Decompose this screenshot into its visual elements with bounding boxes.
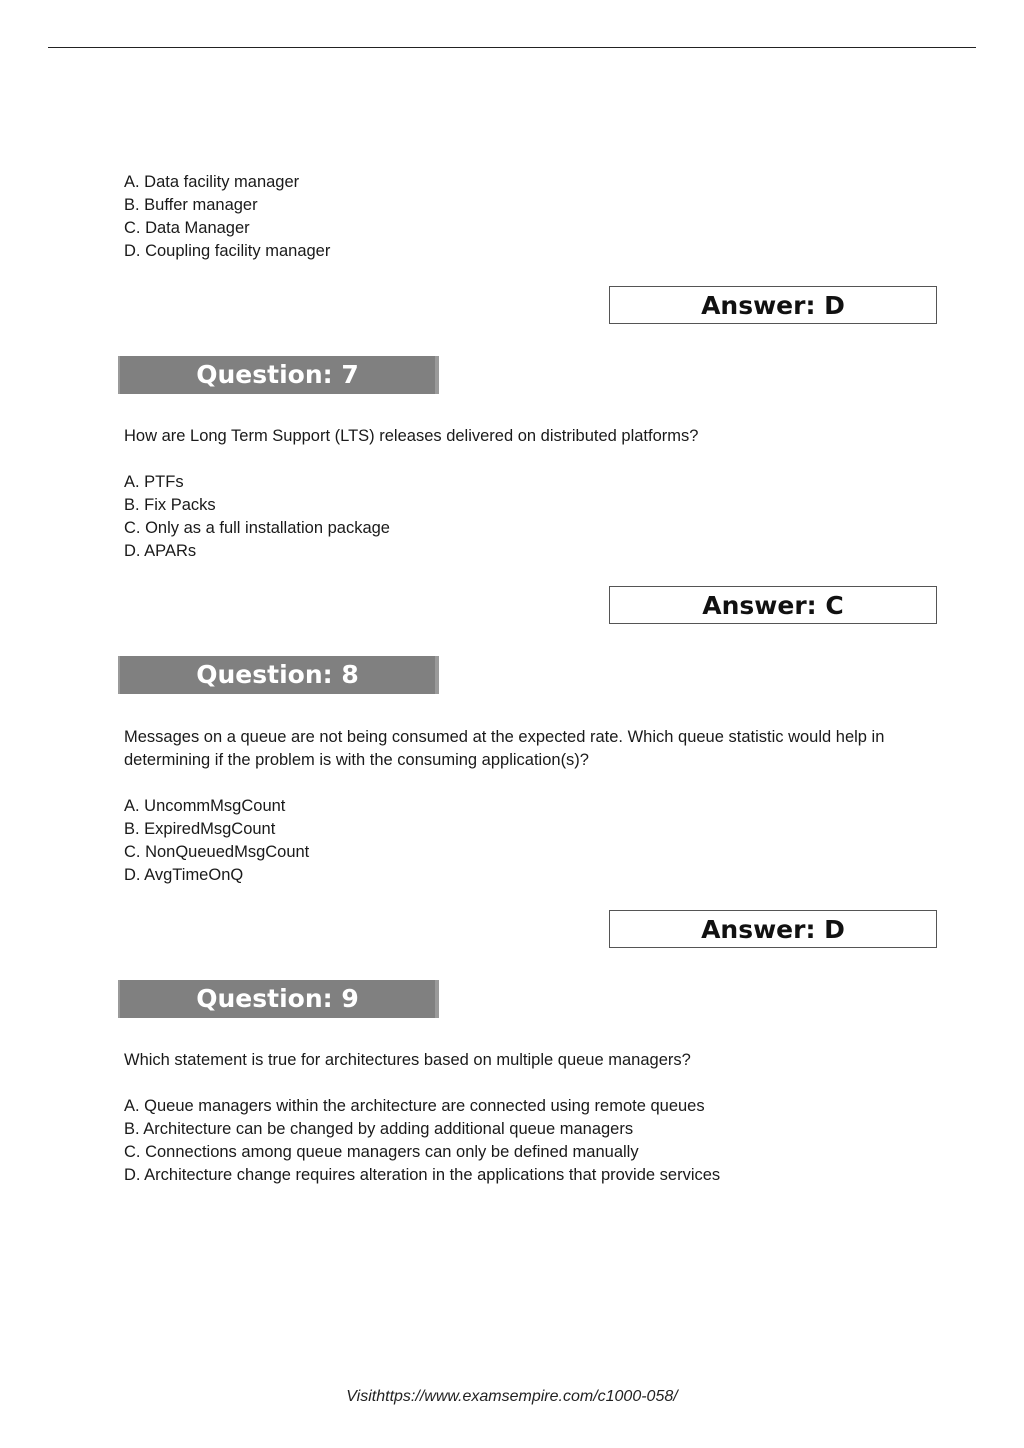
q6-answer-box: Answer: D <box>609 286 937 324</box>
q7-option-d: D. APARs <box>124 542 197 560</box>
q8-options <box>124 795 309 887</box>
q9-option-a: A. Queue managers within the architecture are connected using remote queues <box>124 1097 705 1115</box>
q8-header: Question: 8 <box>118 656 439 694</box>
q7-question-text: How are Long Term Support (LTS) releases delivered on distributed platforms? <box>124 427 699 445</box>
q9-option-c: C. Connections among queue managers can only be defined manually <box>124 1143 639 1161</box>
q7-option-c: C. Only as a full installation package <box>124 519 390 537</box>
q8-question-text: Messages on a queue are not being consumed at the expected rate. Which queue statistic would help in determining if the problem is with the consuming application(s)? <box>124 728 885 769</box>
q9-header: Question: 9 <box>118 980 439 1018</box>
top-divider <box>48 47 976 48</box>
q9-options <box>124 1095 720 1187</box>
q8-option-c: C. NonQueuedMsgCount <box>124 843 310 861</box>
q7-options <box>124 471 390 563</box>
q8-option-b: B. ExpiredMsgCount <box>124 820 276 838</box>
q6-option-b: B. Buffer manager <box>124 196 258 214</box>
q6-option-c: C. Data Manager <box>124 219 250 237</box>
q8-answer-box: Answer: D <box>609 910 937 948</box>
q7-answer-box: Answer: C <box>609 586 937 624</box>
q6-options <box>124 171 330 263</box>
q9-option-d: D. Architecture change requires alteration in the applications that provide services <box>124 1166 721 1184</box>
q8-option-d: D. AvgTimeOnQ <box>124 866 244 884</box>
q9-option-b: B. Architecture can be changed by adding additional queue managers <box>124 1120 634 1138</box>
q7-option-b: B. Fix Packs <box>124 496 216 514</box>
q9-question-text: Which statement is true for architectures based on multiple queue managers? <box>124 1051 691 1069</box>
q8-option-a: A. UncommMsgCount <box>124 797 286 815</box>
footer-link[interactable]: Visithttps://www.examsempire.com/c1000-058/ <box>346 1388 678 1405</box>
q7-option-a: A. PTFs <box>124 473 184 491</box>
q6-option-a: A. Data facility manager <box>124 173 300 191</box>
q7-header: Question: 7 <box>118 356 439 394</box>
q6-option-d: D. Coupling facility manager <box>124 242 331 260</box>
